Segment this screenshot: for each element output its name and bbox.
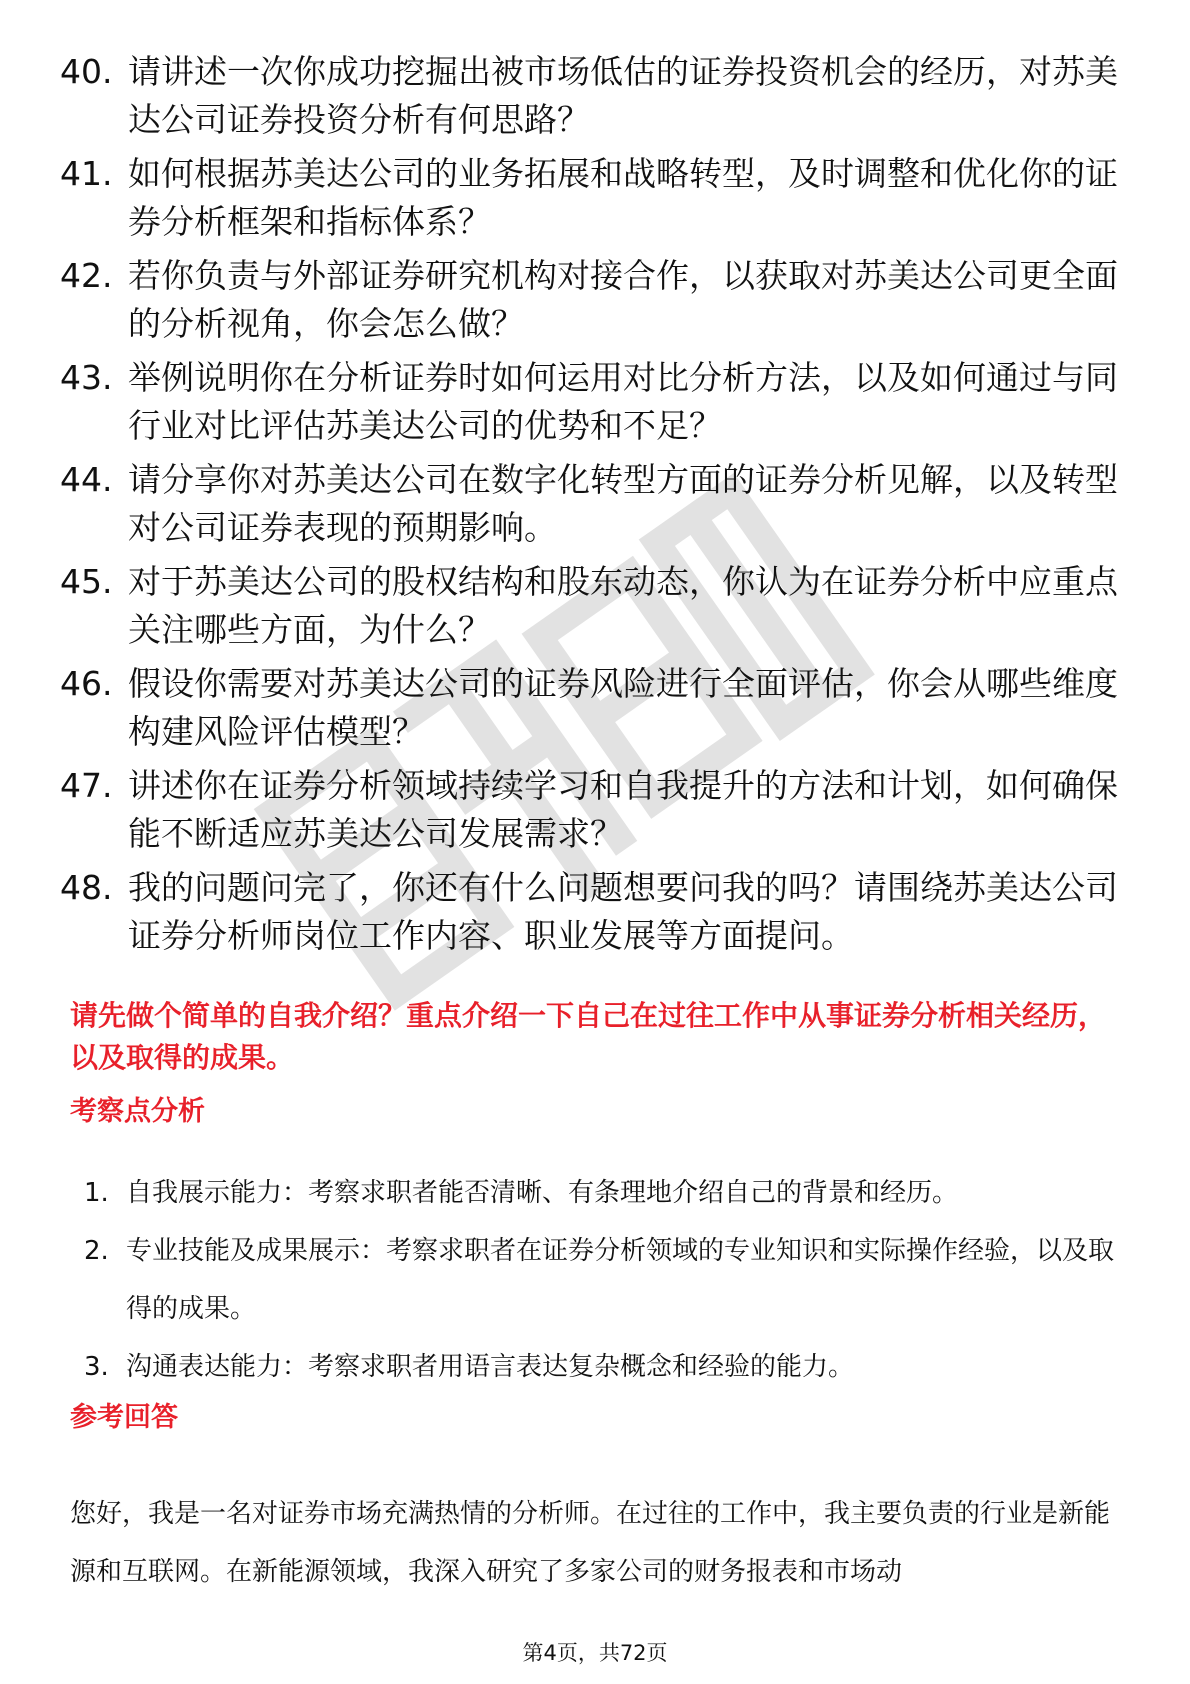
analysis-heading: 考察点分析 [70, 1096, 205, 1127]
question-item [60, 48, 1130, 150]
question-text: 举例说明你在分析证券时如何运用对比分析方法，以及如何通过与同行业对比评估苏美达公司的优势和不足？ [128, 358, 1118, 445]
analysis-point [84, 1222, 1124, 1338]
question-text: 请分享你对苏美达公司在数字化转型方面的证券分析见解，以及转型对公司证券表现的预期影响。 [128, 460, 1118, 547]
point-text: 自我展示能力：考察求职者能否清晰、有条理地介绍自己的背景和经历。 [126, 1178, 959, 1208]
question-number: 40. [60, 52, 113, 91]
question-number: 48. [60, 868, 113, 907]
point-number: 2. [84, 1236, 109, 1266]
question-text: 我的问题问完了，你还有什么问题想要问我的吗？请围绕苏美达公司证券分析师岗位工作内容、职业发展等方面提问。 [128, 868, 1118, 955]
question-number: 43. [60, 358, 113, 397]
question-item [60, 150, 1130, 252]
question-item [60, 456, 1130, 558]
question-item [60, 558, 1130, 660]
question-list [0, 48, 1190, 966]
question-text: 讲述你在证券分析领域持续学习和自我提升的方法和计划，如何确保能不断适应苏美达公司发展需求？ [128, 766, 1118, 853]
point-text: 沟通表达能力：考察求职者用语言表达复杂概念和经验的能力。 [126, 1352, 855, 1382]
question-item [60, 252, 1130, 354]
question-text: 如何根据苏美达公司的业务拓展和战略转型，及时调整和优化你的证券分析框架和指标体系？ [128, 154, 1118, 241]
point-number: 3. [84, 1352, 109, 1382]
reference-heading: 参考回答 [70, 1402, 178, 1433]
point-number: 1. [84, 1178, 109, 1208]
question-text: 若你负责与外部证券研究机构对接合作，以获取对苏美达公司更全面的分析视角，你会怎么做？ [128, 256, 1118, 343]
analysis-point [84, 1338, 1124, 1396]
question-item [60, 762, 1130, 864]
question-item [60, 864, 1130, 966]
question-item [60, 354, 1130, 456]
question-number: 44. [60, 460, 113, 499]
question-text: 假设你需要对苏美达公司的证券风险进行全面评估，你会从哪些维度构建风险评估模型？ [128, 664, 1118, 751]
analysis-point [84, 1164, 1124, 1222]
question-number: 42. [60, 256, 113, 295]
reference-answer: 您好，我是一名对证券市场充满热情的分析师。在过往的工作中，我主要负责的行业是新能源和互联网。在新能源领域，我深入研究了多家公司的财务报表和市场动 [70, 1499, 1111, 1587]
question-number: 41. [60, 154, 113, 193]
question-text: 请讲述一次你成功挖掘出被市场低估的证券投资机会的经历，对苏美达公司证券投资分析有何思路？ [128, 52, 1118, 139]
point-text: 专业技能及成果展示：考察求职者在证券分析领域的专业知识和实际操作经验，以及取得的成果。 [126, 1236, 1115, 1324]
page-footer: 第4页，共72页 [522, 1641, 668, 1665]
highlighted-question: 请先做个简单的自我介绍？重点介绍一下自己在过往工作中从事证券分析相关经历，以及取得的成果。 [70, 999, 1107, 1074]
analysis-points [0, 1164, 1190, 1396]
question-text: 对于苏美达公司的股权结构和股东动态，你认为在证券分析中应重点关注哪些方面，为什么？ [128, 562, 1118, 649]
question-number: 46. [60, 664, 113, 703]
question-number: 47. [60, 766, 113, 805]
question-number: 45. [60, 562, 113, 601]
question-item [60, 660, 1130, 762]
